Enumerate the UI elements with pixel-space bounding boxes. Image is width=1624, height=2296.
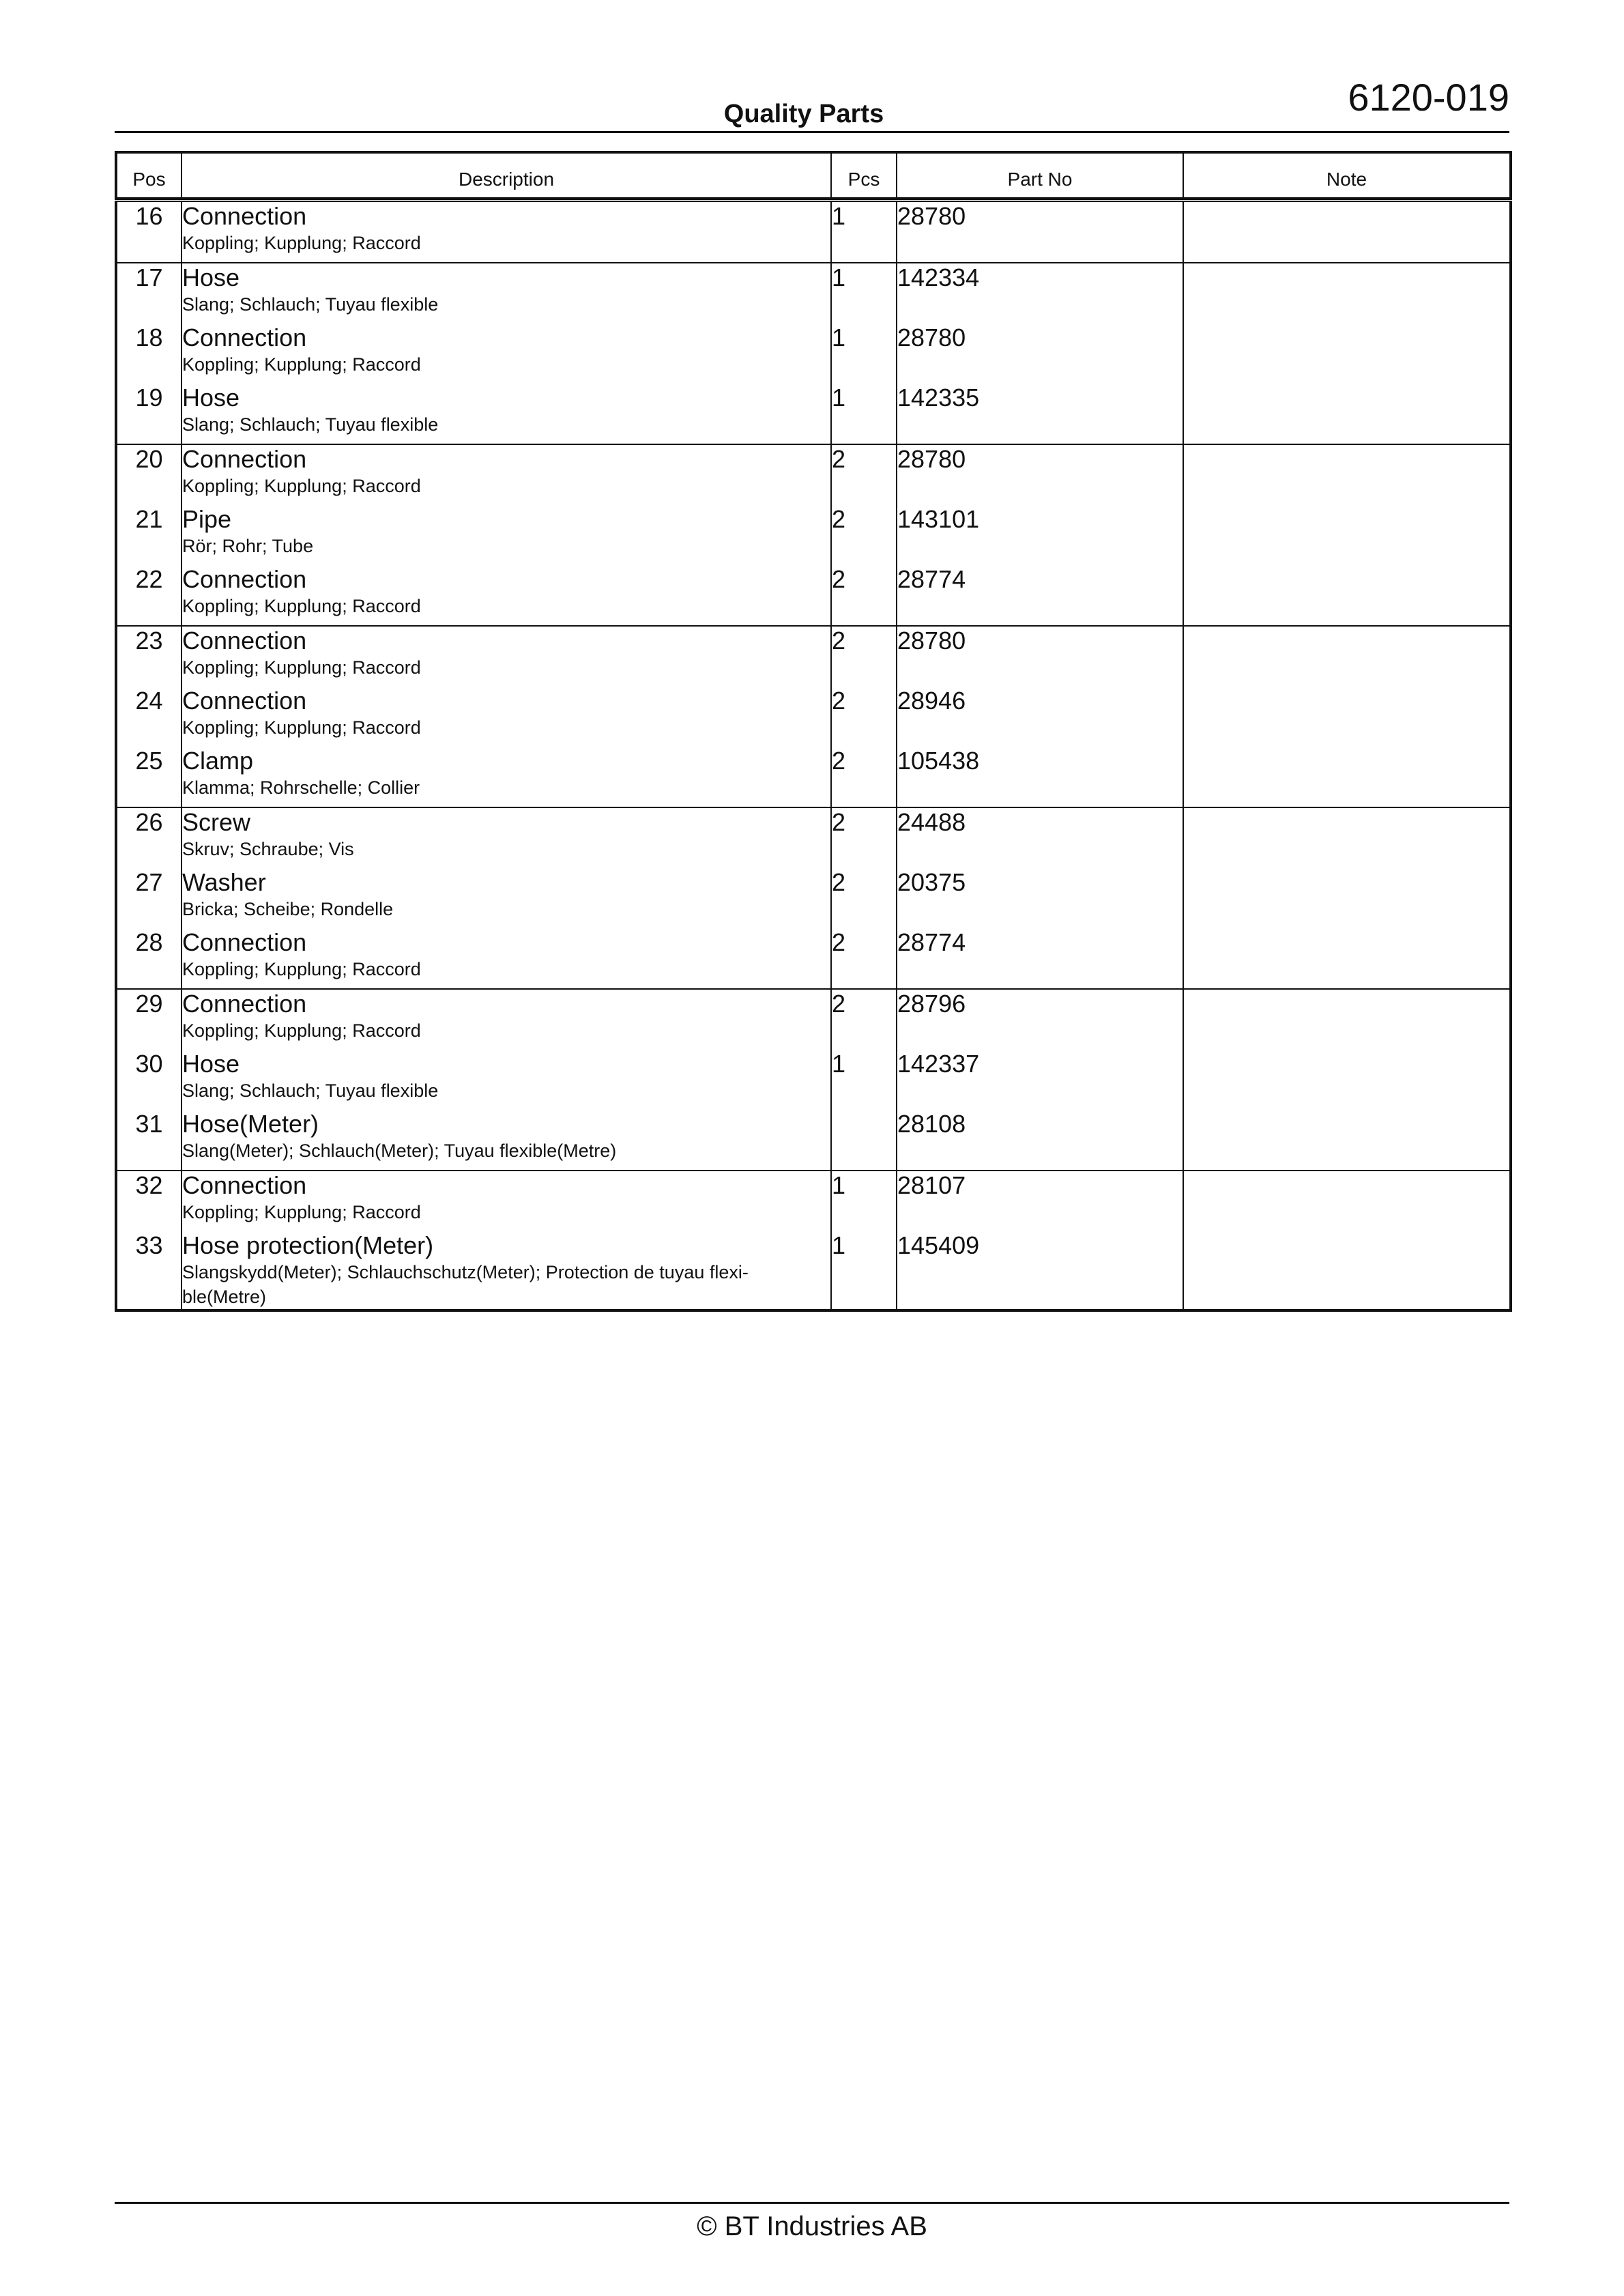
copyright-footer: © BT Industries AB — [697, 2211, 927, 2241]
part-translations: Koppling; Kupplung; Raccord — [182, 476, 421, 496]
row-group — [116, 1171, 1511, 1310]
note-cell — [1183, 1050, 1511, 1110]
pcs-cell: 1 — [831, 263, 897, 324]
description-cell — [182, 505, 831, 565]
part-number-cell: 28774 — [897, 565, 1183, 626]
description-cell — [182, 324, 831, 384]
position-cell: 17 — [135, 263, 163, 291]
pcs-cell: 2 — [831, 687, 897, 747]
part-number-cell: 28774 — [897, 928, 1183, 989]
part-translations: Koppling; Kupplung; Raccord — [182, 1020, 421, 1041]
table-row — [116, 1231, 1511, 1310]
description-cell — [182, 444, 831, 505]
description-cell — [182, 868, 831, 928]
column-header-part-no: Part No — [897, 152, 1183, 201]
part-name: Connection — [182, 202, 307, 230]
part-number-cell: 105438 — [897, 747, 1183, 807]
part-name: Hose(Meter) — [182, 1110, 319, 1138]
part-number-cell: 142337 — [897, 1050, 1183, 1110]
pcs-cell: 2 — [831, 868, 897, 928]
description-cell — [182, 928, 831, 989]
table-header-row — [116, 152, 1511, 201]
description-cell — [182, 747, 831, 807]
position-cell: 32 — [135, 1171, 163, 1199]
table-row — [116, 1050, 1511, 1110]
part-number-cell: 24488 — [897, 807, 1183, 868]
part-number-cell: 28780 — [897, 444, 1183, 505]
position-cell: 26 — [135, 808, 163, 836]
description-cell — [182, 263, 831, 324]
table-row — [116, 1171, 1511, 1231]
note-cell — [1183, 626, 1511, 687]
note-cell — [1183, 687, 1511, 747]
description-cell — [182, 384, 831, 444]
pcs-cell: 2 — [831, 989, 897, 1050]
part-number-cell: 28108 — [897, 1110, 1183, 1171]
pcs-cell: 1 — [831, 384, 897, 444]
position-cell: 28 — [135, 928, 163, 956]
part-translations: Skruv; Schraube; Vis — [182, 839, 354, 859]
table-row — [116, 687, 1511, 747]
part-translations: Koppling; Kupplung; Raccord — [182, 959, 421, 979]
note-cell — [1183, 324, 1511, 384]
part-name: Connection — [182, 928, 307, 956]
part-name: Hose — [182, 263, 240, 291]
note-cell — [1183, 505, 1511, 565]
pcs-cell — [831, 1110, 897, 1171]
part-number-cell: 28107 — [897, 1171, 1183, 1231]
pcs-cell: 1 — [831, 1231, 897, 1310]
part-name: Connection — [182, 324, 307, 351]
part-number-cell: 28796 — [897, 989, 1183, 1050]
part-translations: Slang(Meter); Schlauch(Meter); Tuyau flexible(Metre) — [182, 1140, 617, 1161]
part-name: Pipe — [182, 505, 232, 533]
description-cell — [182, 1050, 831, 1110]
row-group — [116, 263, 1511, 444]
part-number-cell: 28946 — [897, 687, 1183, 747]
part-translations: Klamma; Rohrschelle; Collier — [182, 777, 420, 798]
note-cell — [1183, 384, 1511, 444]
description-cell — [182, 1110, 831, 1171]
pcs-cell: 2 — [831, 565, 897, 626]
pcs-cell: 2 — [831, 807, 897, 868]
note-cell — [1183, 263, 1511, 324]
position-cell: 29 — [135, 990, 163, 1018]
part-translations: Koppling; Kupplung; Raccord — [182, 657, 421, 678]
note-cell — [1183, 444, 1511, 505]
part-name: Connection — [182, 445, 307, 473]
position-cell: 33 — [135, 1231, 163, 1259]
column-header-description: Description — [182, 152, 831, 201]
position-cell: 16 — [135, 202, 163, 230]
part-name: Clamp — [182, 747, 254, 775]
part-translations: Koppling; Kupplung; Raccord — [182, 717, 421, 738]
table-row — [116, 505, 1511, 565]
column-header-pcs: Pcs — [831, 152, 897, 201]
pcs-cell: 2 — [831, 747, 897, 807]
table-row — [116, 868, 1511, 928]
note-cell — [1183, 201, 1511, 263]
note-cell — [1183, 565, 1511, 626]
row-group — [116, 989, 1511, 1171]
position-cell: 25 — [135, 747, 163, 775]
part-translations: Slang; Schlauch; Tuyau flexible — [182, 414, 439, 435]
description-cell — [182, 565, 831, 626]
pcs-cell: 1 — [831, 324, 897, 384]
part-translations: Rör; Rohr; Tube — [182, 536, 314, 556]
part-name: Connection — [182, 990, 307, 1018]
position-cell: 18 — [135, 324, 163, 351]
column-header-note: Note — [1183, 152, 1511, 201]
pcs-cell: 2 — [831, 505, 897, 565]
part-name: Hose — [182, 1050, 240, 1078]
position-cell: 20 — [135, 445, 163, 473]
pcs-cell: 1 — [831, 1050, 897, 1110]
position-cell: 31 — [135, 1110, 163, 1138]
row-group — [116, 807, 1511, 989]
column-header-pos: Pos — [116, 152, 182, 201]
note-cell — [1183, 868, 1511, 928]
table-row — [116, 384, 1511, 444]
part-translations: Bricka; Scheibe; Rondelle — [182, 899, 394, 919]
table-row — [116, 747, 1511, 807]
table-row — [116, 201, 1511, 263]
note-cell — [1183, 1231, 1511, 1310]
part-translations: Koppling; Kupplung; Raccord — [182, 354, 421, 375]
part-name: Connection — [182, 565, 307, 593]
note-cell — [1183, 807, 1511, 868]
table-row — [116, 324, 1511, 384]
description-cell — [182, 201, 831, 263]
part-translations: Slang; Schlauch; Tuyau flexible — [182, 1080, 439, 1101]
row-group — [116, 626, 1511, 807]
note-cell — [1183, 989, 1511, 1050]
page-title: Quality Parts — [723, 100, 884, 128]
pcs-cell: 1 — [831, 1171, 897, 1231]
description-cell — [182, 807, 831, 868]
note-cell — [1183, 1171, 1511, 1231]
position-cell: 24 — [135, 687, 163, 715]
description-cell — [182, 687, 831, 747]
position-cell: 30 — [135, 1050, 163, 1078]
part-name: Connection — [182, 687, 307, 715]
part-translations: Koppling; Kupplung; Raccord — [182, 233, 421, 253]
position-cell: 22 — [135, 565, 163, 593]
part-number-cell: 20375 — [897, 868, 1183, 928]
header-rule — [115, 131, 1509, 133]
description-cell — [182, 1171, 831, 1231]
part-number-cell: 143101 — [897, 505, 1183, 565]
pcs-cell: 1 — [831, 201, 897, 263]
part-name: Washer — [182, 868, 266, 896]
description-cell — [182, 1231, 831, 1310]
table-row — [116, 989, 1511, 1050]
table-row — [116, 263, 1511, 324]
part-number-cell: 28780 — [897, 324, 1183, 384]
position-cell: 19 — [135, 384, 163, 412]
parts-table — [115, 151, 1512, 1312]
part-name: Hose protection(Meter) — [182, 1231, 434, 1259]
part-translations: Koppling; Kupplung; Raccord — [182, 1202, 421, 1222]
part-number-cell: 142335 — [897, 384, 1183, 444]
table-row — [116, 565, 1511, 626]
part-name: Hose — [182, 384, 240, 412]
part-name: Connection — [182, 627, 307, 655]
position-cell: 21 — [135, 505, 163, 533]
position-cell: 23 — [135, 627, 163, 655]
part-number-cell: 145409 — [897, 1231, 1183, 1310]
document-number: 6120-019 — [1348, 76, 1509, 119]
note-cell — [1183, 747, 1511, 807]
table-row — [116, 807, 1511, 868]
part-number-cell: 28780 — [897, 626, 1183, 687]
part-number-cell: 142334 — [897, 263, 1183, 324]
table-row — [116, 928, 1511, 989]
table-row — [116, 626, 1511, 687]
part-name: Connection — [182, 1171, 307, 1199]
table-row — [116, 444, 1511, 505]
position-cell: 27 — [135, 868, 163, 896]
part-number-cell: 28780 — [897, 201, 1183, 263]
row-group — [116, 201, 1511, 263]
description-cell — [182, 626, 831, 687]
footer-rule — [115, 2202, 1509, 2204]
part-translations: Koppling; Kupplung; Raccord — [182, 596, 421, 616]
description-cell — [182, 989, 831, 1050]
note-cell — [1183, 1110, 1511, 1171]
pcs-cell: 2 — [831, 626, 897, 687]
part-translations: Slang; Schlauch; Tuyau flexible — [182, 294, 439, 315]
row-group — [116, 444, 1511, 626]
part-translations: Slangskydd(Meter); Schlauchschutz(Meter); Protection de tuyau flexi-ble(Metre) — [182, 1262, 749, 1307]
part-name: Screw — [182, 808, 251, 836]
table-row — [116, 1110, 1511, 1171]
pcs-cell: 2 — [831, 928, 897, 989]
note-cell — [1183, 928, 1511, 989]
pcs-cell: 2 — [831, 444, 897, 505]
